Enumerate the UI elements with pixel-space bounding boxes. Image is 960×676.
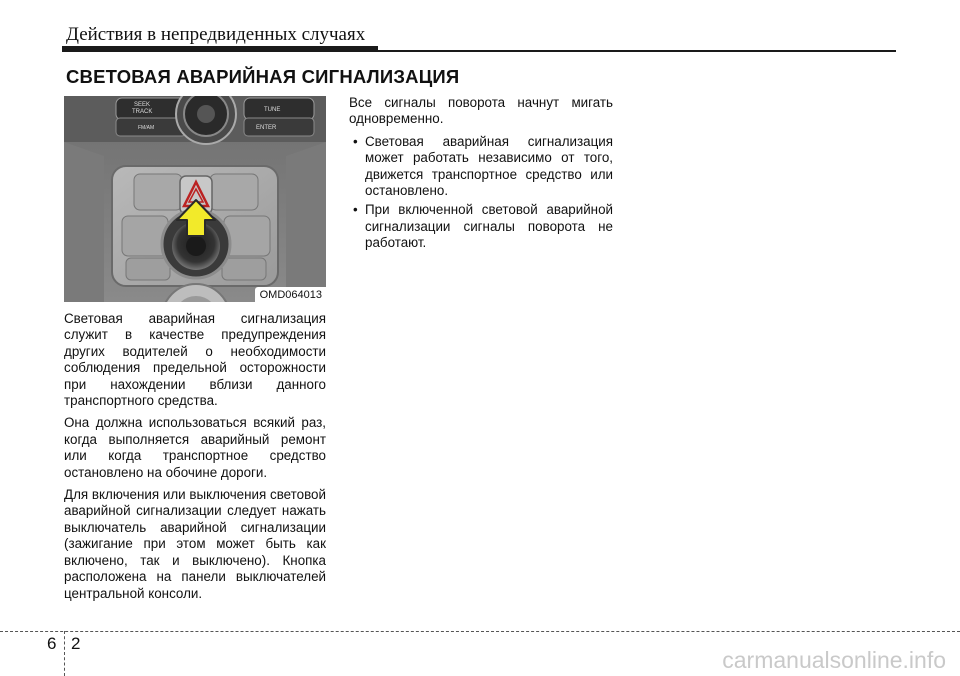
- header-rule-thick: [62, 46, 378, 52]
- notes-list: [349, 134, 613, 252]
- bullet-text: Световая аварийная сигнализация может работать независимо от того, движется транспортное средство или остановлено.: [365, 133, 613, 199]
- seek-label: SEEK: [134, 102, 151, 108]
- paragraph-usage: Она должна использоваться всякий раз, когда выполняется аварийный ремонт или когда транспортное средство остановлено на обочине дороги.: [64, 415, 326, 480]
- paragraph-intro: Все сигналы поворота начнут мигать одновременно.: [349, 95, 613, 127]
- bullet-icon: •: [353, 202, 358, 218]
- footer-divider: [64, 631, 65, 676]
- enter-label: ENTER: [256, 125, 277, 131]
- section-title: СВЕТОВАЯ АВАРИЙНАЯ СИГНАЛИЗАЦИЯ: [66, 66, 460, 87]
- list-item: [349, 134, 613, 200]
- paragraph-purpose: Световая аварийная сигнализация служит в качестве предупреждения других водителей о необходимости соблюдения предельной осторожности при нахождении вблизи данного транспортного средства.: [64, 311, 326, 409]
- bullet-text: При включенной световой аварийной сигнализации сигналы поворота не работают.: [365, 202, 613, 251]
- right-column: [349, 95, 613, 255]
- page-header-title: Действия в непредвиденных случаях: [66, 24, 366, 45]
- page-number: 2: [71, 634, 81, 653]
- bullet-icon: •: [353, 133, 358, 149]
- tune-label: TUNE: [264, 107, 281, 113]
- paragraph-operation: Для включения или выключения световой аварийной сигнализации следует нажать выключатель аварийной сигнализации (зажигание при этом может быть как включено, так и выключено). Кнопка расположена на панели выключателей центральной консоли.: [64, 487, 326, 601]
- list-item: [349, 202, 613, 251]
- left-column: [64, 311, 326, 608]
- console-illustration: [64, 96, 326, 302]
- fm-am-label: FM/AM: [138, 125, 155, 131]
- track-label: TRACK: [132, 109, 153, 115]
- footer-rule: [0, 631, 960, 632]
- section-number: 6: [47, 634, 57, 653]
- figure-code: OMD064013: [255, 287, 326, 302]
- hazard-switch-photo: [64, 96, 326, 302]
- header-rule-thin: [378, 50, 896, 52]
- watermark: carmanualsonline.info: [722, 647, 946, 673]
